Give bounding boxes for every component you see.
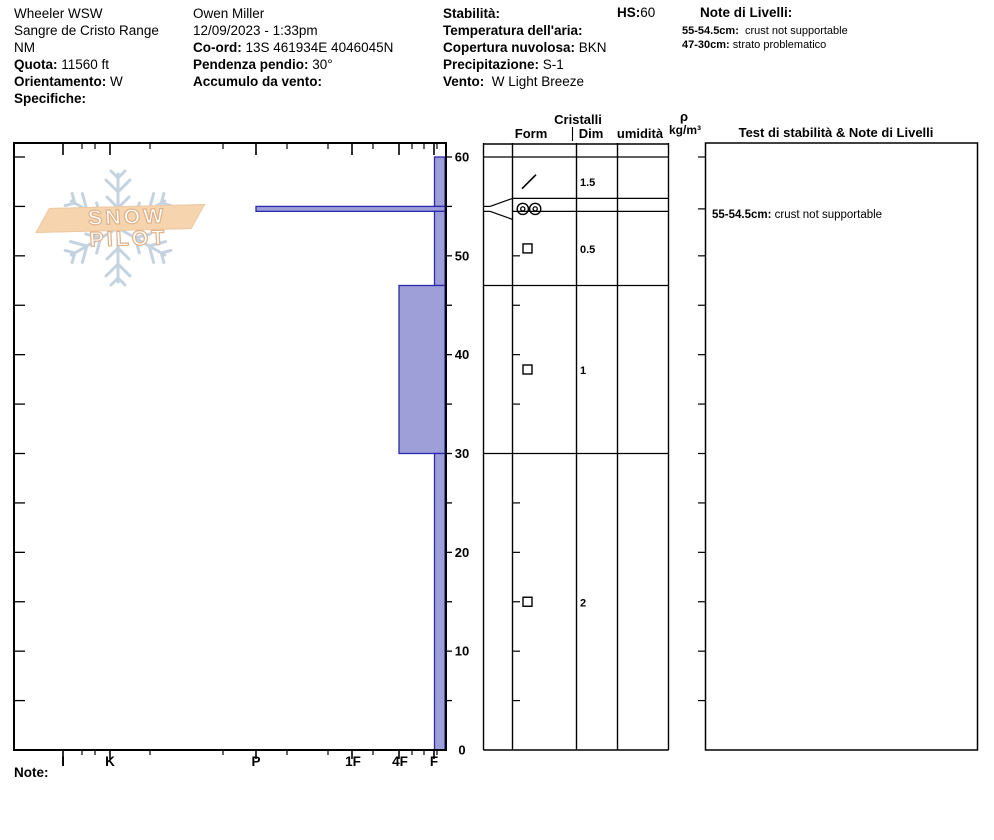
hardness-bar-54.5-47 (435, 211, 446, 285)
header-rho: ρ (679, 109, 689, 124)
field-value: BKN (575, 40, 607, 55)
hardness-bar-47-30 (399, 285, 445, 453)
field-value: W (106, 74, 123, 89)
field-label: Pendenza pendio: (193, 57, 309, 72)
layer-notes-title: Note di Livelli: (700, 5, 793, 20)
hs-value: 60 (640, 5, 656, 20)
logo-text: SNOW PILOT (87, 204, 169, 252)
field-value: NM (14, 40, 35, 55)
crystal-dim-value: 1.5 (580, 177, 596, 190)
footer-note-label: Note: (14, 765, 49, 780)
crystal-symbol-circle-inner (533, 207, 537, 211)
field-label: Stabilità: (443, 6, 501, 21)
layer-note-depth: 55-54.5cm: (712, 208, 772, 221)
crystal-symbol-circle (517, 203, 528, 214)
crust-wedge (490, 198, 513, 206)
layer-note-text: crust not supportable (771, 208, 883, 221)
layer-note-in-box (712, 209, 882, 221)
field-label: Quota: (14, 57, 58, 72)
crystal-dim-value: 0.5 (580, 243, 596, 256)
header-form: Form (514, 126, 548, 141)
depth-label-20: 20 (454, 544, 470, 560)
field-value: W Light Breeze (484, 74, 585, 89)
hardness-label-P: P (251, 754, 261, 769)
crystal-dim-value: 2 (580, 597, 587, 610)
field-label: Vento: (443, 74, 485, 89)
crystal-symbol-slash (522, 175, 536, 189)
field-value: Wheeler WSW (14, 6, 103, 21)
header-umidita: umidità (616, 126, 664, 141)
crystal-symbol-square (523, 244, 532, 253)
field-value: 12/09/2023 - 1:33pm (193, 23, 318, 38)
depth-label-30: 30 (454, 446, 470, 461)
hardness-bar-55-54.5 (256, 206, 445, 211)
notes-box (706, 143, 978, 750)
hardness-label-K: K (105, 754, 115, 769)
hardness-label-4F: 4F (392, 754, 408, 769)
field-label: Precipitazione: (443, 57, 540, 72)
depth-label-50: 50 (454, 248, 470, 264)
field-label: Copertura nuvolosa: (443, 40, 576, 55)
depth-label-60: 60 (454, 149, 470, 165)
header-rho-unit: kg/m³ (668, 123, 702, 137)
field-value: 11560 ft (57, 57, 110, 72)
field-value: Sangre de Cristo Range (14, 23, 159, 38)
chart-frame (14, 143, 446, 750)
header-dim: Dim (578, 126, 604, 141)
field-value: 13S 461934E 4046045N (241, 40, 394, 55)
field-label: Co-ord: (193, 40, 242, 55)
field-value: 30° (308, 57, 333, 72)
field-label: Accumulo da vento: (193, 74, 323, 89)
crust-wedge (490, 211, 513, 219)
hardness-label-I: I (61, 754, 65, 769)
note-depth-label: 47-30cm: (682, 38, 730, 51)
header-cristalli: Cristalli (554, 112, 602, 127)
hardness-label-F: F (429, 754, 439, 769)
hardness-label-1F: 1F (345, 754, 361, 769)
field-value: S-1 (539, 57, 564, 72)
hs-label: HS: (617, 5, 641, 20)
depth-label-40: 40 (454, 347, 470, 363)
field-label: Specifiche: (14, 91, 87, 106)
note-text: strato problematico (729, 38, 827, 51)
crystal-symbol-circle (530, 203, 541, 214)
header-tests: Test di stabilità & Note di Livelli (738, 125, 934, 140)
note-text: crust not supportable (738, 25, 848, 37)
hardness-bar-60-55 (435, 157, 446, 206)
crystal-symbol-square (523, 597, 532, 606)
crystal-symbol-square (523, 365, 532, 374)
field-value: Owen Miller (193, 6, 265, 21)
field-label: Temperatura dell'aria: (443, 23, 583, 38)
hardness-bar-30-0 (435, 454, 446, 751)
depth-label-10: 10 (454, 643, 470, 659)
depth-label-0: 0 (458, 742, 466, 758)
crystal-dim-value: 1 (580, 364, 587, 377)
crystal-symbol-circle-inner (521, 207, 525, 211)
note-depth-label: 55-54.5cm: (682, 25, 739, 37)
field-label: Orientamento: (14, 74, 107, 89)
